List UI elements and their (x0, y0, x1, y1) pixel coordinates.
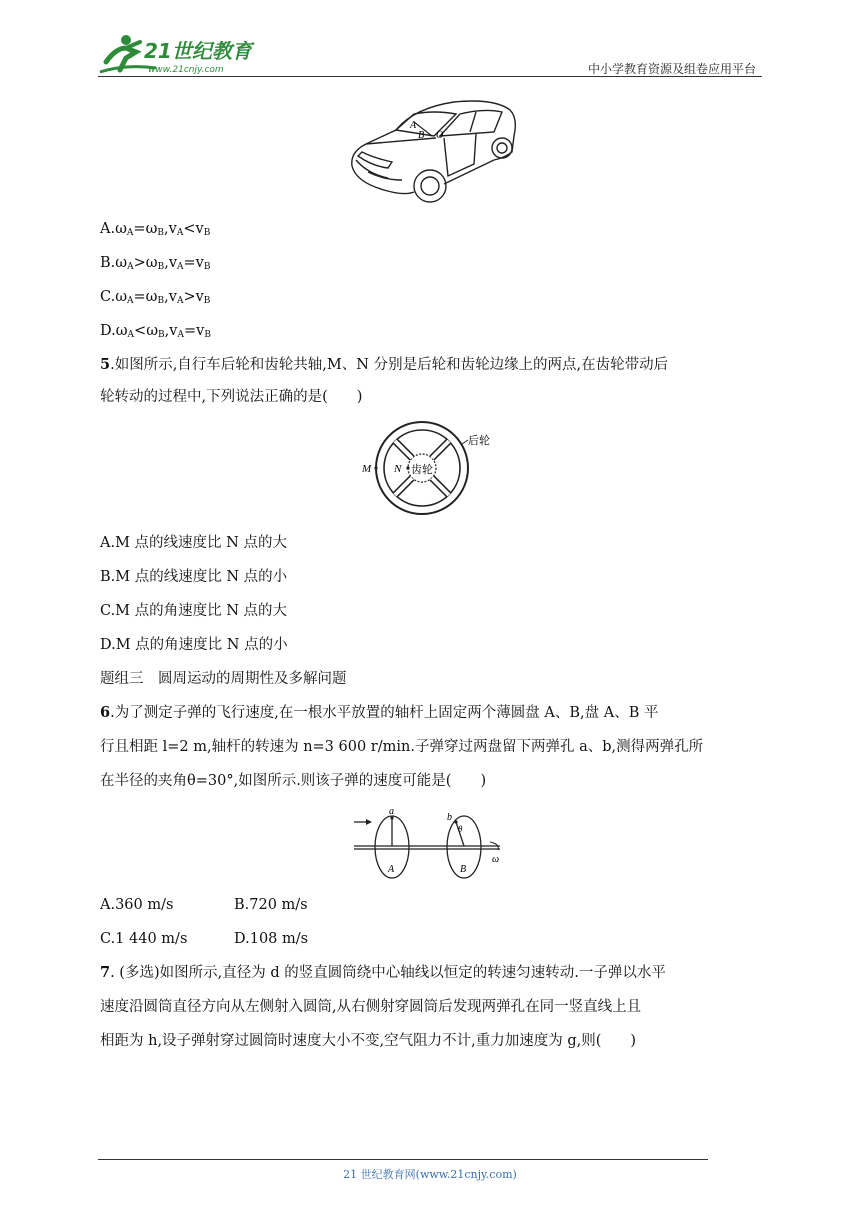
q4-option-d: $D.\omega_A<\omega_B,v_A=v_B$ (100, 323, 211, 340)
q5-option-c: C.M 点的角速度比 N 点的大 (100, 603, 288, 619)
q6-option-c: C.1 440 m/s (100, 931, 188, 947)
svg-text:www.21cnjy.com: www.21cnjy.com (148, 65, 224, 75)
svg-text:后轮: 后轮 (468, 434, 490, 447)
q5-option-b: B.M 点的线速度比 N 点的小 (100, 569, 288, 585)
header-divider (98, 76, 762, 77)
svg-text:O: O (436, 130, 444, 141)
svg-text:A: A (388, 864, 395, 875)
car-figure (344, 96, 520, 214)
q6-option-a: A.360 m/s (100, 897, 174, 913)
q4-option-b: $B.\omega_A>\omega_B,v_A=v_B$ (100, 255, 211, 272)
q7-stem-line3: 相距为 h,设子弹射穿过圆筒时速度大小不变,空气阻力不计,重力加速度为 g,则( ) (100, 1033, 637, 1049)
svg-text:21世纪教育: 21世纪教育 (144, 39, 252, 63)
q5-option-a: A.M 点的线速度比 N 点的大 (100, 535, 287, 551)
q7-stem-line1: 7. (多选)如图所示,直径为 d 的竖直圆筒绕中心轴线以恒定的转速匀速转动.一子弹以水平 (100, 964, 666, 981)
svg-text:b: b (447, 812, 452, 823)
platform-name: 中小学教育资源及组卷应用平台 (587, 62, 756, 76)
group-heading: 题组三 圆周运动的周期性及多解问题 (100, 671, 347, 687)
q5-stem-line2: 轮转动的过程中,下列说法正确的是( ) (100, 389, 363, 405)
svg-text:齿轮: 齿轮 (411, 463, 433, 476)
q5-option-d: D.M 点的角速度比 N 点的小 (100, 637, 288, 653)
bicycle-gear-figure (356, 420, 506, 520)
q6-stem-line2: 行且相距 l=2 m,轴杆的转速为 n=3 600 r/min.子弹穿过两盘留下两弹孔 a、b,测得两弹孔所 (100, 739, 704, 755)
svg-text:ω: ω (492, 854, 500, 865)
svg-text:A: A (410, 120, 417, 131)
q6-option-d: D.108 m/s (234, 931, 309, 947)
q6-stem-line1: 6.为了测定子弹的飞行速度,在一根水平放置的轴杆上固定两个薄圆盘 A、B,盘 A、B 平 (100, 704, 659, 721)
footer-divider (98, 1159, 708, 1160)
svg-text:a: a (389, 806, 394, 817)
q5-stem-line1: 5.如图所示,自行车后轮和齿轮共轴,M、N 分别是后轮和齿轮边缘上的两点,在齿轮带动后 (100, 356, 669, 373)
site-logo (96, 28, 266, 78)
svg-text:M: M (362, 463, 372, 475)
q6-stem-line3: 在半径的夹角θ=30°,如图所示.则该子弹的速度可能是( ) (100, 773, 487, 789)
q6-option-b: B.720 m/s (234, 897, 308, 913)
q7-stem-line2: 速度沿圆筒直径方向从左侧射入圆筒,从右侧射穿圆筒后发现两弹孔在同一竖直线上且 (100, 999, 642, 1015)
two-disks-figure (350, 804, 510, 882)
footer-link[interactable]: 21 世纪教育网(www.21cnjy.com) (343, 1168, 517, 1181)
q4-option-c: $C.\omega_A=\omega_B,v_A>v_B$ (100, 289, 211, 306)
svg-text:B: B (418, 130, 425, 141)
q4-option-a: $A.\omega_A=\omega_B,v_A<v_B$ (100, 221, 211, 238)
svg-text:θ: θ (458, 824, 463, 834)
svg-text:B: B (460, 864, 467, 875)
svg-text:N: N (394, 463, 402, 475)
